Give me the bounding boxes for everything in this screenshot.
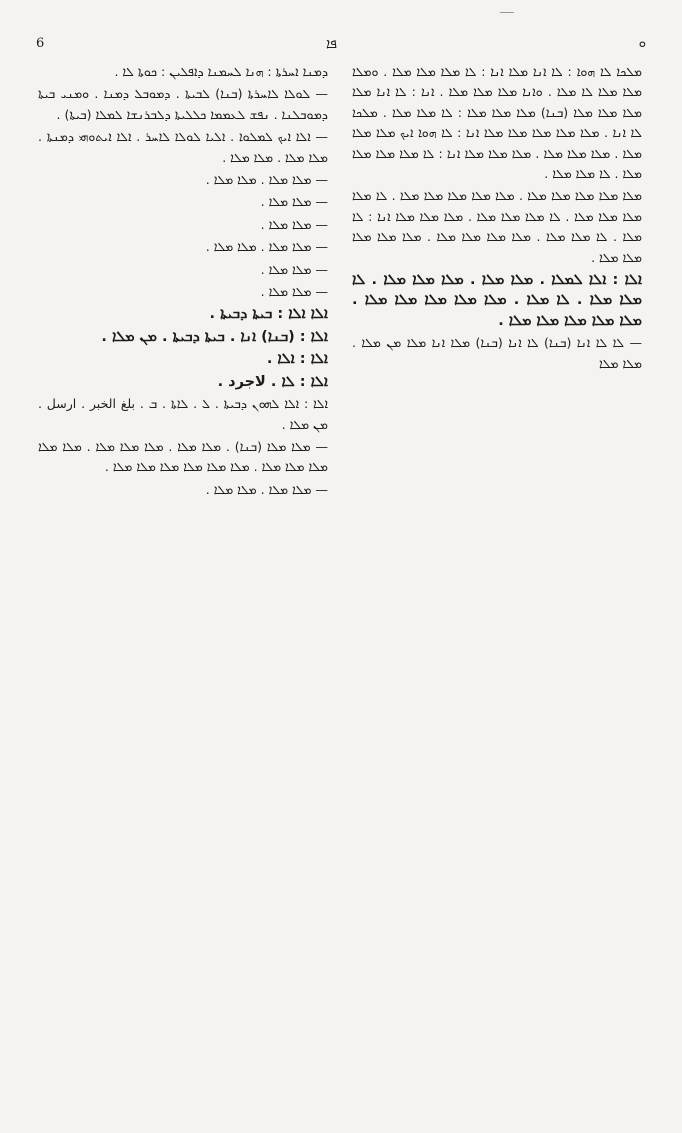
page-number-left: 6 xyxy=(36,36,45,51)
headword-entry: ܐܠܐ : (ܒܢܐ) ܐܢܐ . ܒܝܬܐ ܕܒܝܬܐ . ܡܢ ܡܠܐ . xyxy=(101,328,328,345)
right-column xyxy=(352,62,642,376)
headword-entry: ܐܠܐ : ܠܐ . لاجرد . xyxy=(217,373,328,390)
entry: ܡܠܟܐ ܠܐ ܗܘܐ : ܠܐ ܐܢܐ ܡܠܐ ܐܢܐ : ܠܐ ܡܠܐ ܡܠܐ ܡܠܐ . ܘܡܠܐ ܡܠܐ ܡܠܐ ܠܐ ܡܠܐ . ܘܐܢܐ ܡܠܐ ܡܠܐ ܡܠܐ . ܐܢܐ : ܠܐ ܐܢܐ ܡܠܐ ܡܠܐ ܡܠܐ ܡܠܐ (ܒܢܐ) ܡܠܐ ܡܠܐ ܡܠܐ : ܠܐ ܡܠܐ ܡܠܐ . ܡܠܟܐ ܠܐ ܐܢܐ . ܡܠܐ ܡܠܐ ܡܠܐ ܡܠܐ ܡܠܐ ܐܢܐ : ܠܐ ܗܘܐ ܐܝܟ ܡܠܐ ܡܠܐ ܡܠܐ . ܡܠܐ ܡܠܐ ܡܠܐ . ܡܠܐ ܡܠܐ ܡܠܐ ܐܢܐ : ܠܐ ܡܠܐ ܡܠܐ ܡܠܐ ܡܠܐ . ܠܐ ܡܠܐ ܡܠܐ . xyxy=(352,64,642,182)
running-head: ܦܐ xyxy=(326,36,337,52)
entry: — ܡܠܐ ܡܠܐ . ܡܠܐ ܡܠܐ . xyxy=(205,481,328,497)
entry: — ܡܠܐ ܡܠܐ . xyxy=(260,284,328,300)
headword-entry: ܐܠܐ : ܐܠܐ ܠܡܠܐ . ܡܠܐ ܡܠܐ . ܡܠܐ ܡܠܐ ܡܠܐ . ܠܐ ܡܠܐ ܡܠܐ . ܠܐ ܡܠܐ . ܡܠܐ ܡܠܐ ܡܠܐ ܡܠܐ ܡܠܐ . ܡܠܐ ܡܠܐ ܡܠܐ ܡܠܐ ܡܠܐ . xyxy=(352,272,642,329)
headword-entry: ܐܠܐ ܐܠܐ : ܒܝܬܐ ܕܒܝܬܐ . xyxy=(209,306,328,323)
entry: — ܡܠܐ ܡܠܐ . xyxy=(260,216,328,232)
entry: — ܡܠܐ ܡܠܐ . ܡܠܐ ܡܠܐ . xyxy=(205,172,328,188)
top-mark xyxy=(500,12,514,13)
page-number-right: ܘ xyxy=(638,36,646,51)
entry: — ܐܠܐ ܐܝܟ ܠܡܠܘܐ . ܐܠܝܐ ܠܘܠܐ ܠܐܚܪ . ܐܠܐ ܐܝܬܘܗܝ ܕܡܢܬܐ . ܡܠܐ ܡܠܐ . ܡܠܐ ܡܠܐ . xyxy=(38,129,328,165)
entry: — ܡܠܐ ܡܠܐ . ܡܠܐ ܡܠܐ . xyxy=(205,239,328,255)
entry: — ܡܠܐ ܡܠܐ . xyxy=(260,194,328,210)
left-column xyxy=(38,62,328,502)
headword-entry: ܐܠܐ : ܐܠܐ . xyxy=(266,351,328,368)
entry: ܕܡܢܐ ܐܚܪܬܐ : ܗܢܐ ܠܚܡܢܐ ܕܐܦܠܝܢ : ܟܘܬܐ ܠܐ . xyxy=(114,64,328,79)
entry: — ܠܐ ܠܐ ܐܢܐ (ܒܢܐ) ܠܐ ܐܢܐ (ܒܢܐ) ܡܠܐ ܐܢܐ ܡܠܐ ܡܢ ܡܠܐ . ܡܠܐ ܡܠܐ xyxy=(352,335,642,371)
entry: ܐܠܐ : ܐܠܐ ܠܗܘܢ ܕܒܝܬܐ . ܠ . ܠܐܬܐ . ܒ . بلغ الخبر . ارسل . ܡܢ ܡܠܐ . xyxy=(38,396,328,432)
entry: — ܠܘܠܐ ܠܐܚܪܬܐ (ܒܢܐ) ܠܒܝܬܐ . ܕܡܘܒܠ ܕܡܢܐ . ܘܡܢܝ ܒܝܬܐ ܕܡܘܒܠܢܐ . ܢܦܫ ܠܥܡܡܐ ܟܠܠܝܬܐ ܕܠܒܪܢܫܐ ܠܡܠܐ (ܒܝܬܐ) . xyxy=(38,86,328,122)
entry: — ܡܠܐ ܡܠܐ (ܒܢܐ) . ܡܠܐ ܡܠܐ . ܡܠܐ ܡܠܐ ܡܠܐ . ܡܠܐ ܡܠܐ ܡܠܐ ܡܠܐ ܡܠܐ . ܡܠܐ ܡܠܐ ܡܠܐ ܡܠܐ ܡܠܐ ܡܠܐ . xyxy=(38,438,328,475)
entry: ܡܠܐ ܡܠܐ ܡܠܐ ܡܠܐ ܡܠܐ . ܡܠܐ ܡܠܐ ܡܠܐ ܡܠܐ ܡܠܐ . ܠܐ ܡܠܐ ܡܠܐ ܡܠܐ ܡܠܐ . ܠܐ ܡܠܐ ܡܠܐ ܡܠܐ . ܡܠܐ ܡܠܐ ܡܠܐ ܐܢܐ : ܠܐ ܡܠܐ . ܠܐ ܡܠܐ ܡܠܐ . ܡܠܐ ܡܠܐ ܡܠܐ ܡܠܐ . ܡܠܐ ܡܠܐ ܡܠܐ ܡܠܐ ܡܠܐ . xyxy=(352,188,642,265)
entry: — ܡܠܐ ܡܠܐ . xyxy=(260,261,328,277)
